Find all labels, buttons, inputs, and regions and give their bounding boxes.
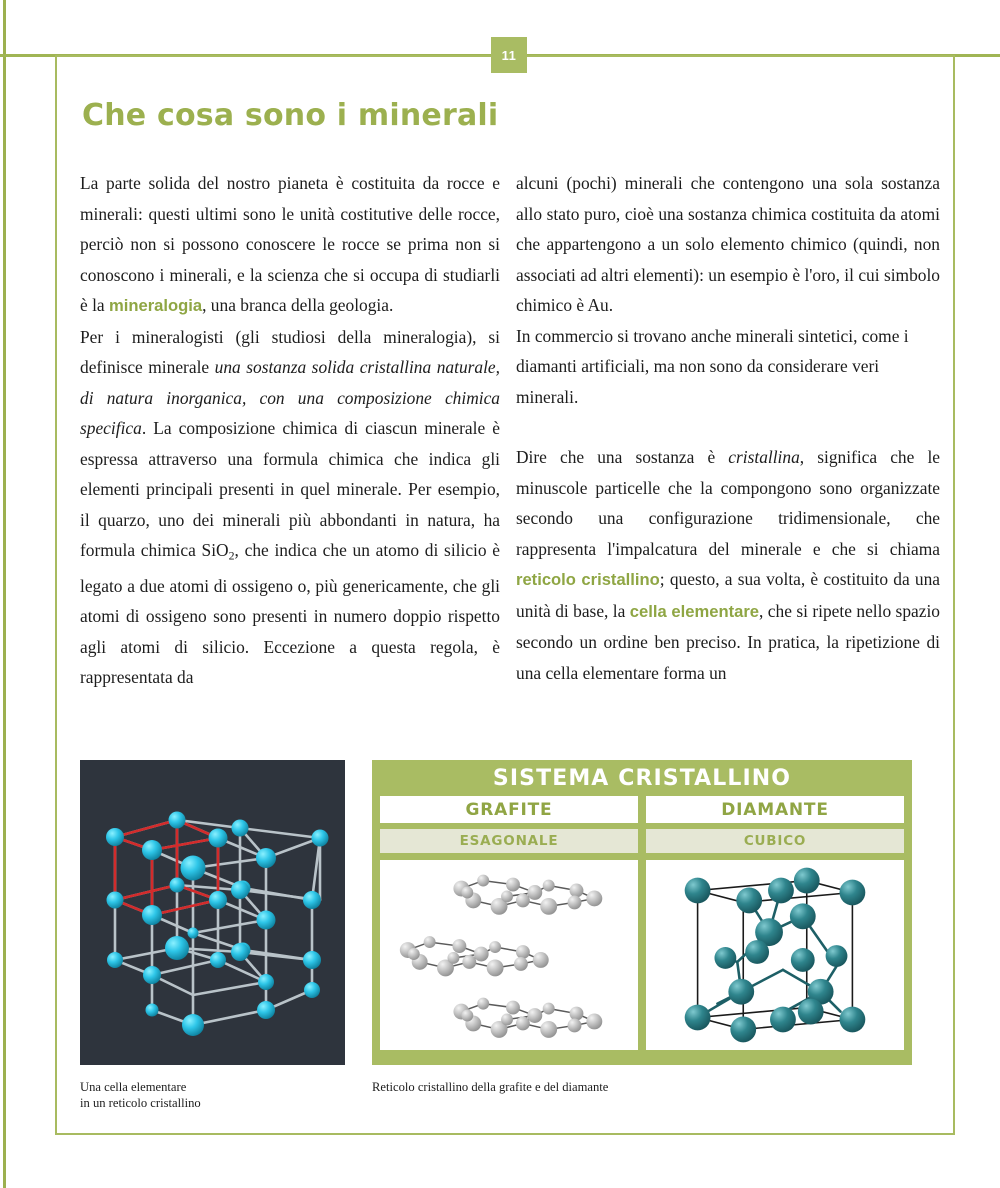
paragraph-left-1 xyxy=(80,168,500,322)
caption-crystal-lattice xyxy=(80,1079,340,1111)
left-p2-part-b: . La composizione chimica di ciascun minerale è espressa attraverso una formula chimica che indica gli elementi principali presenti in quel minerale. Per esempio, il quarzo, uno dei minerali più abbondanti in natura, ha formula chimica SiO xyxy=(80,418,500,560)
graphite-structure-pane xyxy=(380,860,638,1050)
diamond-lattice-illustration xyxy=(646,860,904,1050)
table-subheader-row-systems xyxy=(372,829,912,853)
highlight-reticolo-cristallino: reticolo cristallino xyxy=(516,570,660,589)
body-text-left-column xyxy=(80,168,500,693)
table-header-row-names xyxy=(372,796,912,823)
left-p2-part-a: Per i mineralogisti (gli studiosi della mineralogia), si definisce minerale xyxy=(80,326,500,377)
left-bleed-rule xyxy=(3,0,6,1188)
caption-crystal-system-table: Reticolo cristallino della grafite e del diamante xyxy=(372,1080,609,1094)
paragraph-right-2: In commercio si trovano anche minerali sintetici, come i diamanti artificiali, ma non sono da considerare veri minerali. xyxy=(516,325,909,407)
right-p3-part-c: ; questo, a sua volta, è costituito da una unità di base, la xyxy=(516,569,941,621)
body-text-right-column xyxy=(516,168,940,688)
subscript-sio2: 2 xyxy=(228,548,235,563)
table-header-diamante: DIAMANTE xyxy=(646,796,904,823)
table-system-esagonale: ESAGONALE xyxy=(380,829,638,853)
page-number-badge: 11 xyxy=(491,37,527,73)
italic-mineral-definition: una sostanza solida cristallina naturale, di natura inorganica, con una composizione chimica specifica xyxy=(80,357,500,438)
caption-left-line1: Una cella elementare xyxy=(80,1080,187,1094)
right-p3-part-a: Dire che una sostanza è xyxy=(516,447,729,467)
highlight-cella-elementare: cella elementare xyxy=(629,601,760,621)
table-figure-row xyxy=(372,860,912,1050)
figure-crystal-lattice xyxy=(80,760,345,1065)
italic-cristallina: cristallina xyxy=(728,447,800,467)
paragraph-spacer xyxy=(516,412,940,442)
crystal-lattice-illustration xyxy=(80,760,345,1065)
paragraph-right-1: alcuni (pochi) minerali che contengono una sola sostanza allo stato puro, cioè una sostanza chimica costituita da atomi che appartengono a un solo elemento chimico (quindi, non associati ad altri elementi): un esempio è l'oro, il cui simbolo chimico è Au. xyxy=(516,173,940,315)
table-header-grafite: GRAFITE xyxy=(380,796,638,823)
table-system-cubico: CUBICO xyxy=(646,829,904,853)
paragraph-right-3 xyxy=(516,442,940,688)
table-title: SISTEMA CRISTALLINO xyxy=(492,765,792,791)
left-p1-part-b: , una branca della geologia. xyxy=(202,295,394,315)
highlight-mineralogia: mineralogia xyxy=(108,296,203,315)
left-p2-part-c: , che indica che un atomo di silicio è legato a due atomi di ossigeno o, più genericamente, che gli atomi di ossigeno sono presenti in numero doppio rispetto agli atomi di silicio. Eccezione a questa regola, è rappresentata da xyxy=(80,540,501,688)
page-title: Che cosa sono i minerali xyxy=(82,98,499,133)
left-p1-part-a: La parte solida del nostro pianeta è costituita da rocce e minerali: questi ultimi sono le unità costitutive delle rocce, perciò non si possono conoscere le rocce se prima non si conoscono i minerali, e la scienza che si occupa di studiarli è la xyxy=(80,173,500,315)
figure-crystal-system-table xyxy=(372,760,912,1065)
paragraph-left-2 xyxy=(80,322,500,693)
diamond-structure-pane xyxy=(646,860,904,1050)
right-p3-part-b: , significa che le minuscole particelle che la compongono sono organizzate secondo una configurazione tridimensionale, che rappresenta l'impalcatura del minerale e che si chiama xyxy=(516,447,940,559)
caption-left-line2: in un reticolo cristallino xyxy=(80,1096,201,1110)
graphite-layers-illustration xyxy=(380,860,638,1050)
right-p3-part-d: , che si ripete nello spazio secondo un ordine ben preciso. In pratica, la ripetizione di una cella elementare forma un xyxy=(516,600,940,683)
